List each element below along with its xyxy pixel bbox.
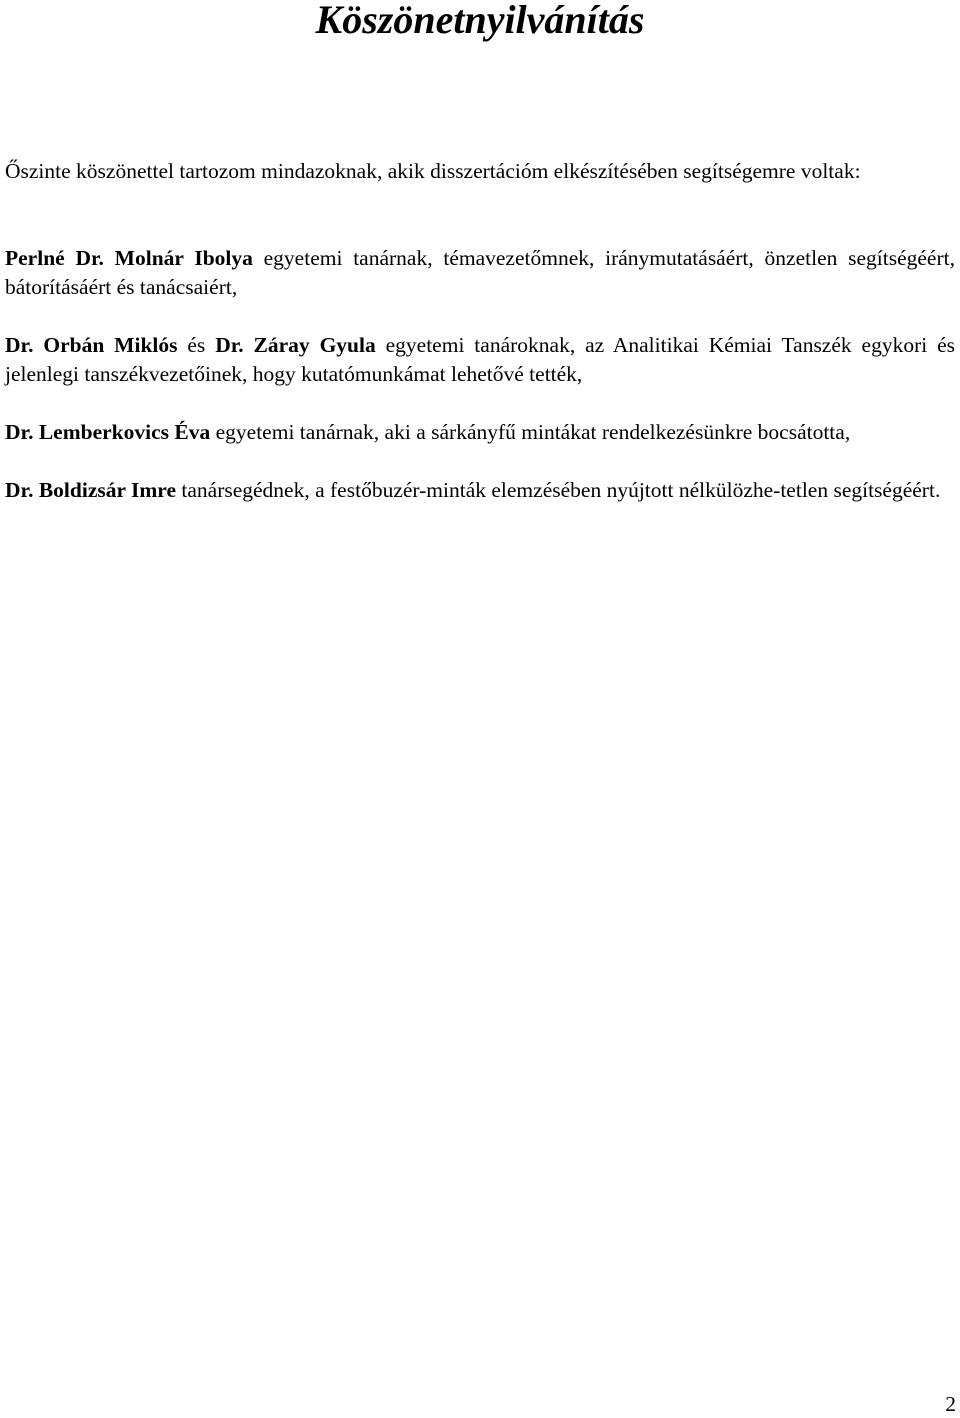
acknowledgement-paragraph-3 (5, 418, 955, 447)
acknowledgement-paragraph-1 (5, 244, 955, 302)
acknowledgements-body (5, 157, 955, 505)
acknowledgement-text: tanársegédnek, a festőbuzér-minták elemzésében nyújtott nélkülözhe-tetlen segítségéért. (176, 478, 941, 502)
person-name: Dr. Orbán Miklós (5, 333, 178, 357)
person-name: Dr. Záray Gyula (215, 333, 376, 357)
acknowledgement-paragraph-2 (5, 331, 955, 389)
acknowledgement-text: egyetemi tanárnak, aki a sárkányfű mintákat rendelkezésünkre bocsátotta, (210, 420, 851, 444)
acknowledgement-text: egyetemi tanároknak, az Analitikai Kémiai Tanszék egykori és jelenlegi tanszékvezetőinek, hogy kutatómunkámat lehetővé tették, (5, 333, 956, 386)
page-number: 2 (945, 1392, 956, 1416)
acknowledgement-paragraph-4 (5, 476, 955, 505)
intro-paragraph: Őszinte köszönettel tartozom mindazoknak, akik disszertációm elkészítésében segítségemre voltak: (5, 159, 861, 183)
connector-text: és (177, 333, 216, 357)
acknowledgement-text: egyetemi tanárnak, témavezetőmnek, iránymutatásáért, önzetlen segítségéért, bátorításáért és tanácsaiért, (5, 246, 955, 299)
person-name: Perlné Dr. Molnár Ibolya (5, 246, 253, 270)
person-name: Dr. Boldizsár Imre (5, 478, 177, 502)
page-title: Köszönetnyilvánítás (315, 0, 645, 42)
person-name: Dr. Lemberkovics Éva (5, 420, 211, 444)
